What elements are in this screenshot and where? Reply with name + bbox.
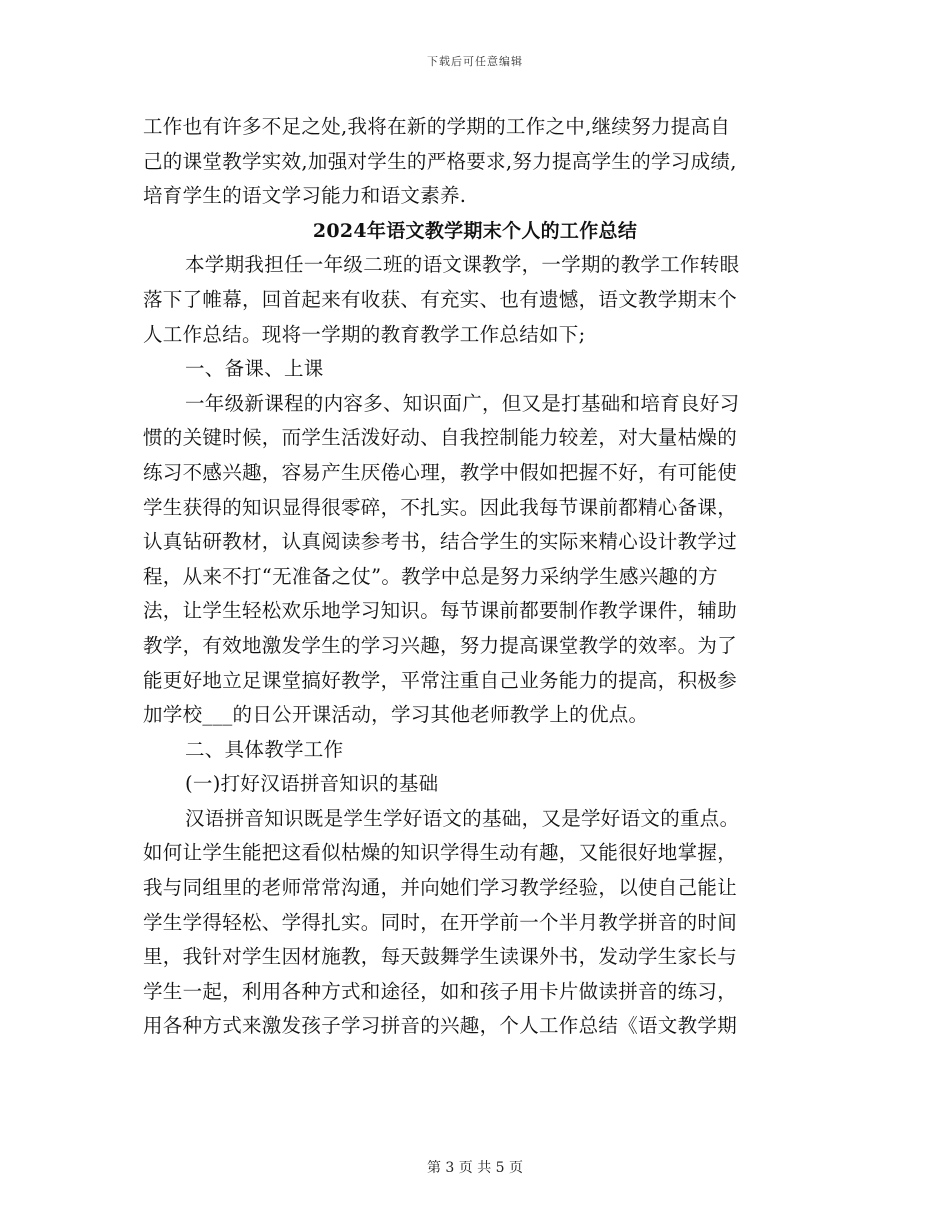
text-line: 认真钻研教材，认真阅读参考书，结合学生的实际来精心设计教学过 xyxy=(143,530,738,554)
text-line: 能更好地立足课堂搞好教学，平常注重自己业务能力的提高，积极参 xyxy=(143,668,738,692)
text-line: 程，从来不打“无准备之仗”。教学中总是努力采纳学生感兴趣的方 xyxy=(143,564,718,588)
text-line: 教学，有效地激发学生的学习兴趣，努力提高课堂教学的效率。为了 xyxy=(143,633,738,657)
text-line: 用各种方式来激发孩子学习拼音的兴趣，个人工作总结《语文教学期 xyxy=(143,1014,738,1038)
document-body xyxy=(143,110,807,1044)
text-line: 本学期我担任一年级二班的语文课教学，一学期的教学工作转眼 xyxy=(185,253,740,277)
text-line: 落下了帷幕，回首起来有收获、有充实、也有遗憾，语文教学期末个 xyxy=(143,287,738,311)
text-line: 练习不感兴趣，容易产生厌倦心理，教学中假如把握不好，有可能使 xyxy=(143,460,738,484)
text-line: 惯的关键时候，而学生活泼好动、自我控制能力较差，对大量枯燥的 xyxy=(143,426,738,450)
text-line: 己的课堂教学实效,加强对学生的严格要求,努力提高学生的学习成绩, xyxy=(143,149,737,173)
text-line: 工作也有许多不足之处,我将在新的学期的工作之中,继续努力提高自 xyxy=(143,115,731,138)
text-line: 学生获得的知识显得很零碎，不扎实。因此我每节课前都精心备课， xyxy=(143,495,738,519)
section-title: 2024年语文教学期末个人的工作总结 xyxy=(312,219,638,242)
text-line: 学生学得轻松、学得扎实。同时，在开学前一个半月教学拼音的时间 xyxy=(143,910,738,934)
text-line: 二、具体教学工作 xyxy=(185,737,344,761)
text-line: 我与同组里的老师常常沟通，并向她们学习教学经验，以使自己能让 xyxy=(143,876,738,900)
text-line: 汉语拼音知识既是学生学好语文的基础，又是学好语文的重点。 xyxy=(185,806,740,830)
text-line: 一、备课、上课 xyxy=(185,357,324,381)
text-line: 里，我针对学生因材施教，每天鼓舞学生读课外书，发动学生家长与 xyxy=(143,945,738,969)
text-line: 学生一起，利用各种方式和途径，如和孩子用卡片做读拼音的练习， xyxy=(143,979,738,1003)
text-line: 法，让学生轻松欢乐地学习知识。每节课前都要制作教学课件，辅助 xyxy=(143,599,738,623)
header-note: 下载后可任意编辑 xyxy=(427,55,523,68)
text-line: 加学校___的日公开课活动，学习其他老师教学上的优点。 xyxy=(143,703,649,727)
text-line: 人工作总结。现将一学期的教育教学工作总结如下; xyxy=(143,322,586,346)
text-line: (一)打好汉语拼音知识的基础 xyxy=(185,772,439,796)
text-line: 如何让学生能把这看似枯燥的知识学得生动有趣，又能很好地掌握， xyxy=(143,841,738,865)
page-footer: 第 3 页 共 5 页 xyxy=(426,1160,524,1176)
text-line: 一年级新课程的内容多、知识面广，但又是打基础和培育良好习 xyxy=(185,391,740,415)
text-line: 培育学生的语文学习能力和语文素养. xyxy=(143,184,467,208)
